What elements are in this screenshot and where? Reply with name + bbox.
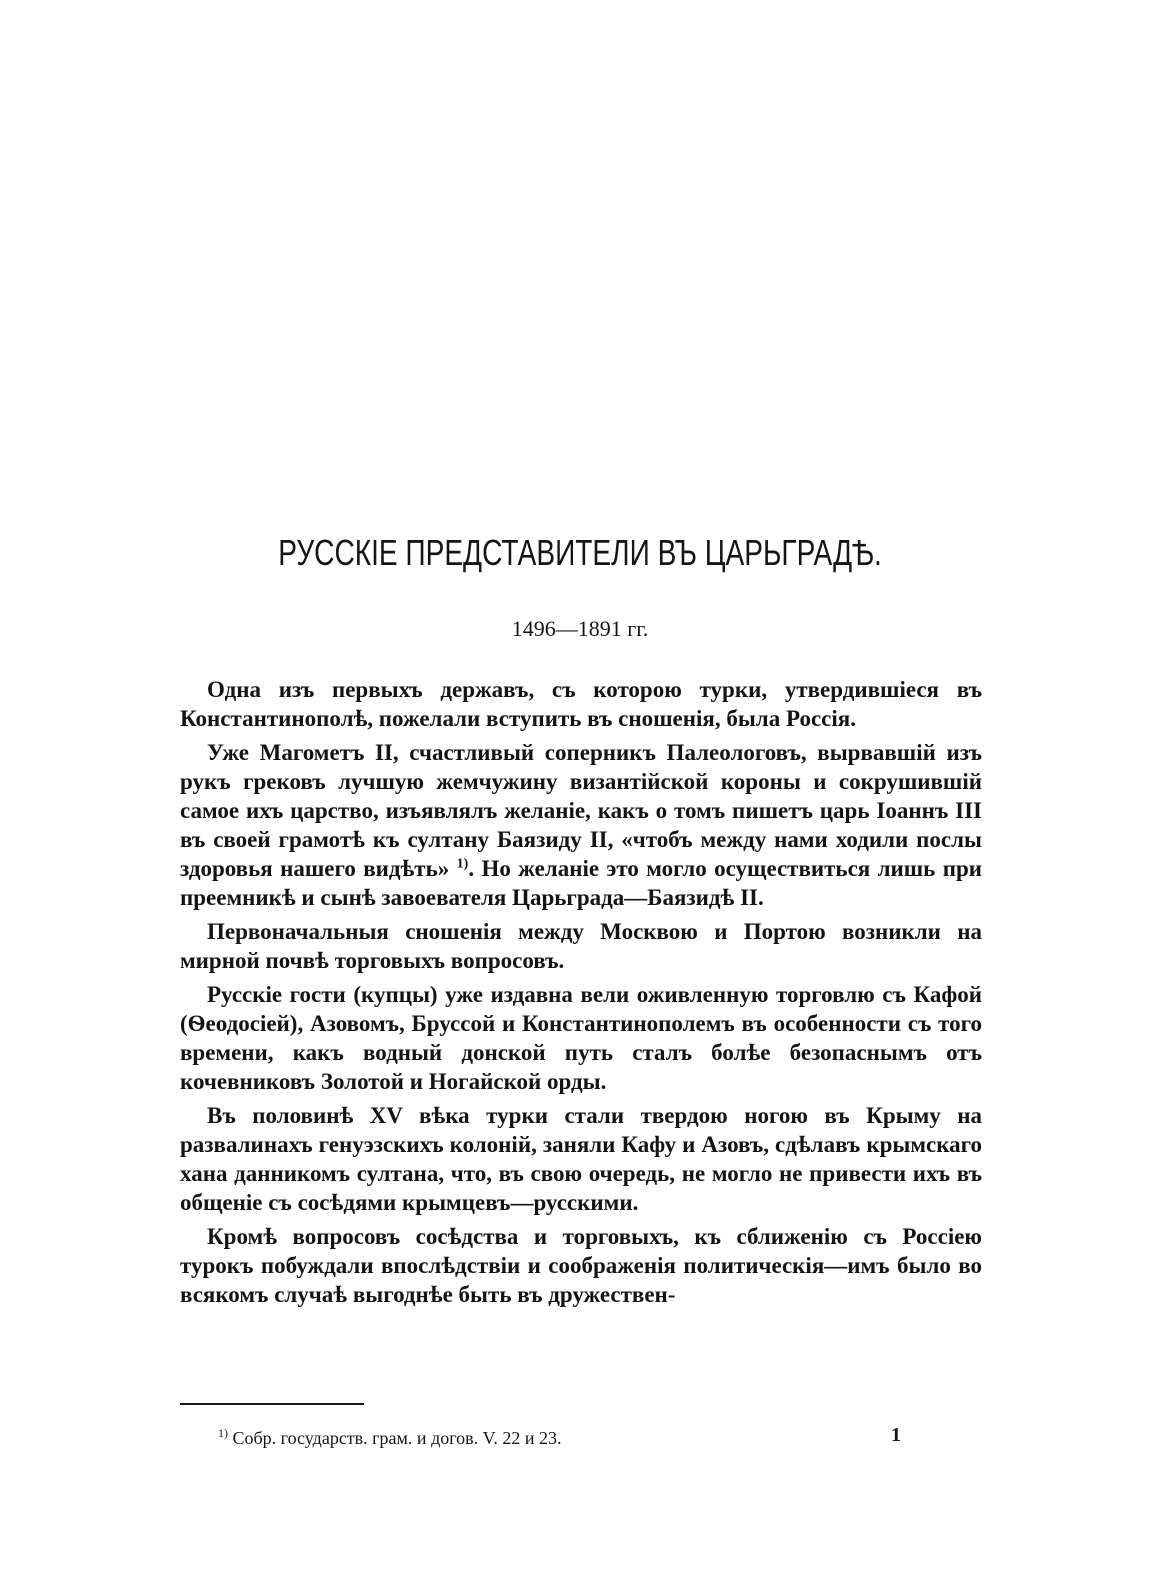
paragraph-text: Уже Магометъ II, счастливый соперникъ Палеологовъ, вырвавшій изъ рукъ грековъ лучшую жемчужину византійской короны и сокрушившій самое ихъ царство, изъявлялъ желаніе, какъ о томъ пишетъ царь Іоаннъ III въ своей грамотѣ къ султану Баязиду II, «чтобъ между нами ходили послы здоровья нашего видѣть» (180, 740, 982, 881)
paragraph-text: Въ половинѣ XV вѣка турки стали твердою ногою въ Крыму на развалинахъ генуэзскихъ колоній, заняли Кафу и Азовъ, сдѣлавъ крымскаго хана данникомъ султана, что, въ свою очередь, не могло не привести ихъ въ общеніе съ сосѣдями крымцевъ—русскими. (180, 1103, 982, 1215)
chapter-date-range: 1496—1891 гг. (511, 616, 649, 641)
paragraph-text: Первоначальныя сношенія между Москвою и Портою возникли на мирной почвѣ торговыхъ вопросовъ. (180, 919, 982, 973)
footnote-reference: 1) (456, 856, 469, 872)
paragraph (180, 738, 982, 917)
paragraph (180, 1222, 982, 1309)
paragraph-text: Русскіе гости (купцы) уже издавна вели оживленную торговлю съ Кафой (Ѳеодосіей), Азовомъ, Бруссой и Константинополемъ въ особенности съ того времени, какъ водный донской путь сталъ болѣе безопаснымъ отъ кочевниковъ Золотой и Ногайской орды. (180, 982, 982, 1094)
footnote-marker: 1) (218, 1426, 228, 1440)
footnote-text: Собр. государств. грам. и догов. V. 22 и 23. (228, 1428, 562, 1448)
footnote-separator (180, 1403, 364, 1405)
body-text (180, 675, 982, 1309)
paragraph (180, 917, 982, 980)
paragraph (180, 675, 982, 738)
paragraph-text: Кромѣ вопросовъ сосѣдства и торговыхъ, къ сближенію съ Россіею турокъ побуждали впослѣдствіи и соображенія политическія—имъ было во всякомъ случаѣ выгоднѣе быть въ дружествен- (180, 1224, 982, 1307)
footnote (218, 1428, 561, 1449)
page-number: 1 (891, 1424, 901, 1446)
paragraph (180, 980, 982, 1101)
paragraph-text-continued: . Но желаніе это могло осуществиться лишь при преемникѣ и сынѣ завоевателя Царьграда—Баязидѣ II. (180, 856, 983, 910)
chapter-title: РУССКІЕ ПРЕДСТАВИТЕЛИ ВЪ ЦАРЬГРАДѢ. (278, 532, 882, 573)
paragraph-text: Одна изъ первыхъ державъ, съ которою турки, утвердившіеся въ Константинополѣ, пожелали вступить въ сношенія, была Россія. (180, 677, 982, 731)
paragraph (180, 1101, 982, 1222)
